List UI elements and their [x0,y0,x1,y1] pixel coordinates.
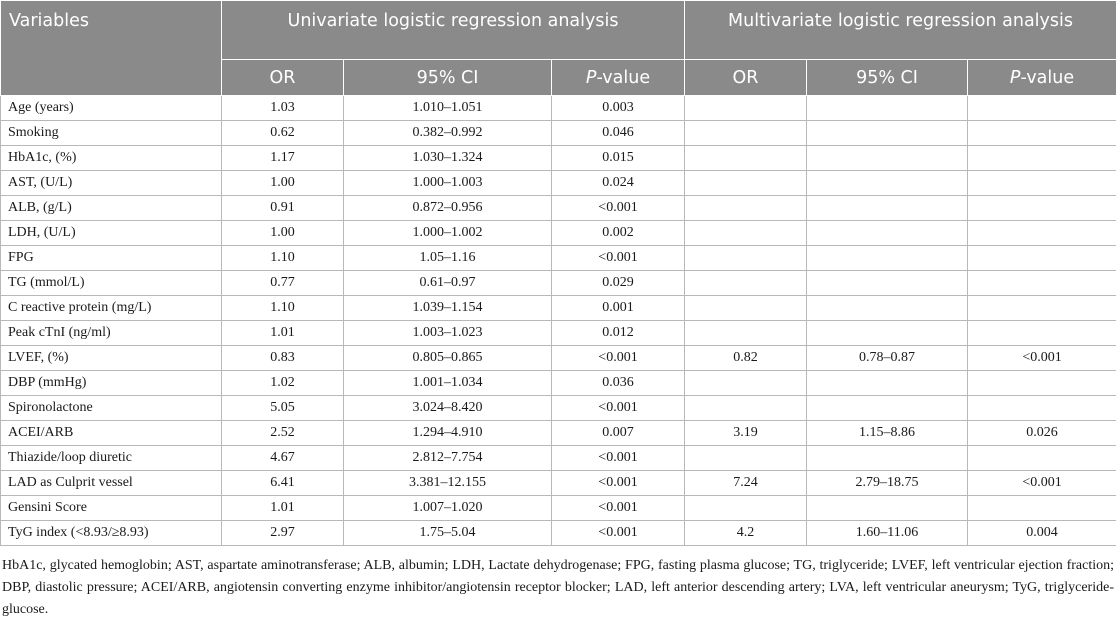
cell-multivariate-or [685,371,807,396]
cell-multivariate-p: <0.001 [968,346,1116,371]
cell-univariate-p: 0.015 [552,146,685,171]
cell-univariate-p: <0.001 [552,496,685,521]
cell-univariate-p: <0.001 [552,346,685,371]
cell-multivariate-p [968,371,1116,396]
cell-multivariate-ci: 0.78–0.87 [807,346,968,371]
cell-multivariate-or [685,96,807,121]
cell-multivariate-ci [807,296,968,321]
cell-multivariate-or: 0.82 [685,346,807,371]
table-row [1,521,1116,546]
cell-multivariate-or [685,146,807,171]
table-footnote: HbA1c, glycated hemoglobin; AST, aspartate aminotransferase; ALB, albumin; LDH, Lactate dehydrogenase; FPG, fasting plasma glucose; TG, triglyceride; LVEF, left ventricular ejection fraction; DBP, diastolic pressure; ACEI/ARB, angiotensin converting enzyme inhibitor/angiotensin receptor blocker; LAD, left anterior descending artery; LVA, left ventricular aneurysm; TyG, triglyceride-glucose. [0,546,1116,621]
cell-univariate-or: 1.17 [222,146,344,171]
table-row [1,246,1116,271]
cell-univariate-ci: 0.382–0.992 [344,121,552,146]
cell-univariate-ci: 1.05–1.16 [344,246,552,271]
header-multivariate: Multivariate logistic regression analysis [685,1,1116,60]
cell-multivariate-ci [807,146,968,171]
table-row [1,396,1116,421]
cell-univariate-ci: 0.61–0.97 [344,271,552,296]
cell-univariate-ci: 1.030–1.324 [344,146,552,171]
cell-multivariate-p [968,171,1116,196]
cell-multivariate-p [968,271,1116,296]
cell-multivariate-or: 4.2 [685,521,807,546]
cell-univariate-p: 0.024 [552,171,685,196]
cell-multivariate-p [968,221,1116,246]
cell-multivariate-ci [807,196,968,221]
cell-multivariate-ci [807,371,968,396]
cell-multivariate-ci [807,396,968,421]
cell-multivariate-p [968,121,1116,146]
cell-multivariate-p: 0.026 [968,421,1116,446]
table-row [1,271,1116,296]
cell-univariate-ci: 1.003–1.023 [344,321,552,346]
cell-variable: AST, (U/L) [1,171,222,196]
cell-variable: Gensini Score [1,496,222,521]
cell-multivariate-or [685,321,807,346]
cell-multivariate-or: 3.19 [685,421,807,446]
cell-variable: Smoking [1,121,222,146]
cell-univariate-p: 0.012 [552,321,685,346]
cell-univariate-or: 2.52 [222,421,344,446]
cell-variable: Thiazide/loop diuretic [1,446,222,471]
cell-multivariate-p [968,446,1116,471]
cell-univariate-p: <0.001 [552,446,685,471]
cell-univariate-ci: 1.75–5.04 [344,521,552,546]
cell-multivariate-ci [807,246,968,271]
cell-multivariate-p [968,196,1116,221]
cell-multivariate-or [685,121,807,146]
cell-univariate-p: 0.002 [552,221,685,246]
cell-univariate-p: 0.046 [552,121,685,146]
cell-multivariate-or [685,446,807,471]
cell-multivariate-ci: 1.15–8.86 [807,421,968,446]
table-row [1,221,1116,246]
header-row-groups [1,1,1116,60]
header-multivariate-or: OR [685,60,807,96]
cell-univariate-p: <0.001 [552,471,685,496]
cell-univariate-or: 1.02 [222,371,344,396]
cell-variable: TyG index (<8.93/≥8.93) [1,521,222,546]
cell-multivariate-or [685,496,807,521]
header-univariate-p [552,60,685,96]
p-letter: P [1010,68,1021,88]
cell-multivariate-ci: 2.79–18.75 [807,471,968,496]
cell-univariate-or: 0.91 [222,196,344,221]
cell-variable: TG (mmol/L) [1,271,222,296]
table-row [1,446,1116,471]
cell-univariate-ci: 1.000–1.002 [344,221,552,246]
header-multivariate-ci: 95% CI [807,60,968,96]
table-row [1,146,1116,171]
table-body [1,96,1116,546]
header-variables: Variables [1,1,222,96]
cell-variable: ACEI/ARB [1,421,222,446]
cell-multivariate-or [685,171,807,196]
cell-univariate-or: 0.77 [222,271,344,296]
cell-univariate-or: 1.01 [222,321,344,346]
cell-variable: C reactive protein (mg/L) [1,296,222,321]
p-suffix: -value [596,68,650,88]
cell-univariate-p: 0.007 [552,421,685,446]
cell-univariate-ci: 1.294–4.910 [344,421,552,446]
table-row [1,421,1116,446]
cell-univariate-or: 2.97 [222,521,344,546]
cell-multivariate-ci [807,221,968,246]
table-row [1,171,1116,196]
cell-multivariate-p [968,296,1116,321]
cell-univariate-or: 4.67 [222,446,344,471]
cell-multivariate-p [968,396,1116,421]
cell-univariate-or: 6.41 [222,471,344,496]
table-row [1,496,1116,521]
cell-univariate-or: 0.62 [222,121,344,146]
cell-multivariate-p [968,146,1116,171]
header-univariate-or: OR [222,60,344,96]
cell-multivariate-ci [807,96,968,121]
cell-multivariate-p [968,246,1116,271]
cell-multivariate-p: 0.004 [968,521,1116,546]
cell-univariate-or: 1.03 [222,96,344,121]
header-univariate: Univariate logistic regression analysis [222,1,685,60]
cell-variable: LVEF, (%) [1,346,222,371]
cell-univariate-or: 1.10 [222,246,344,271]
cell-univariate-ci: 1.000–1.003 [344,171,552,196]
cell-univariate-p: <0.001 [552,246,685,271]
cell-variable: LDH, (U/L) [1,221,222,246]
cell-univariate-or: 1.01 [222,496,344,521]
cell-univariate-or: 1.00 [222,171,344,196]
p-letter: P [586,68,597,88]
table-row [1,471,1116,496]
table-header [1,1,1116,96]
cell-univariate-p: <0.001 [552,396,685,421]
cell-univariate-ci: 1.001–1.034 [344,371,552,396]
cell-variable: Spironolactone [1,396,222,421]
cell-univariate-or: 5.05 [222,396,344,421]
cell-variable: Age (years) [1,96,222,121]
table-row [1,371,1116,396]
cell-univariate-ci: 1.007–1.020 [344,496,552,521]
p-suffix: -value [1020,68,1074,88]
table-row [1,321,1116,346]
table-row [1,196,1116,221]
cell-multivariate-or [685,271,807,296]
header-univariate-ci: 95% CI [344,60,552,96]
cell-multivariate-ci [807,271,968,296]
cell-multivariate-p [968,496,1116,521]
cell-univariate-or: 0.83 [222,346,344,371]
cell-univariate-p: 0.036 [552,371,685,396]
cell-multivariate-ci [807,121,968,146]
cell-multivariate-or [685,196,807,221]
cell-multivariate-or [685,396,807,421]
cell-multivariate-ci [807,496,968,521]
cell-multivariate-ci: 1.60–11.06 [807,521,968,546]
table-row [1,296,1116,321]
cell-multivariate-or [685,246,807,271]
cell-univariate-p: <0.001 [552,196,685,221]
cell-variable: Peak cTnI (ng/ml) [1,321,222,346]
header-multivariate-p [968,60,1116,96]
cell-univariate-ci: 3.381–12.155 [344,471,552,496]
cell-univariate-p: 0.029 [552,271,685,296]
table-row [1,96,1116,121]
cell-univariate-ci: 0.872–0.956 [344,196,552,221]
cell-variable: LAD as Culprit vessel [1,471,222,496]
cell-univariate-ci: 0.805–0.865 [344,346,552,371]
cell-multivariate-p [968,321,1116,346]
cell-multivariate-or: 7.24 [685,471,807,496]
cell-univariate-ci: 3.024–8.420 [344,396,552,421]
cell-variable: FPG [1,246,222,271]
cell-multivariate-ci [807,321,968,346]
cell-univariate-or: 1.00 [222,221,344,246]
cell-multivariate-p: <0.001 [968,471,1116,496]
table-row [1,346,1116,371]
cell-multivariate-or [685,221,807,246]
cell-univariate-or: 1.10 [222,296,344,321]
cell-univariate-p: 0.001 [552,296,685,321]
cell-univariate-p: <0.001 [552,521,685,546]
cell-multivariate-ci [807,171,968,196]
cell-multivariate-ci [807,446,968,471]
cell-univariate-ci: 1.039–1.154 [344,296,552,321]
cell-multivariate-p [968,96,1116,121]
cell-variable: ALB, (g/L) [1,196,222,221]
table-row [1,121,1116,146]
cell-univariate-ci: 2.812–7.754 [344,446,552,471]
cell-variable: HbA1c, (%) [1,146,222,171]
cell-variable: DBP (mmHg) [1,371,222,396]
cell-univariate-p: 0.003 [552,96,685,121]
cell-univariate-ci: 1.010–1.051 [344,96,552,121]
cell-multivariate-or [685,296,807,321]
